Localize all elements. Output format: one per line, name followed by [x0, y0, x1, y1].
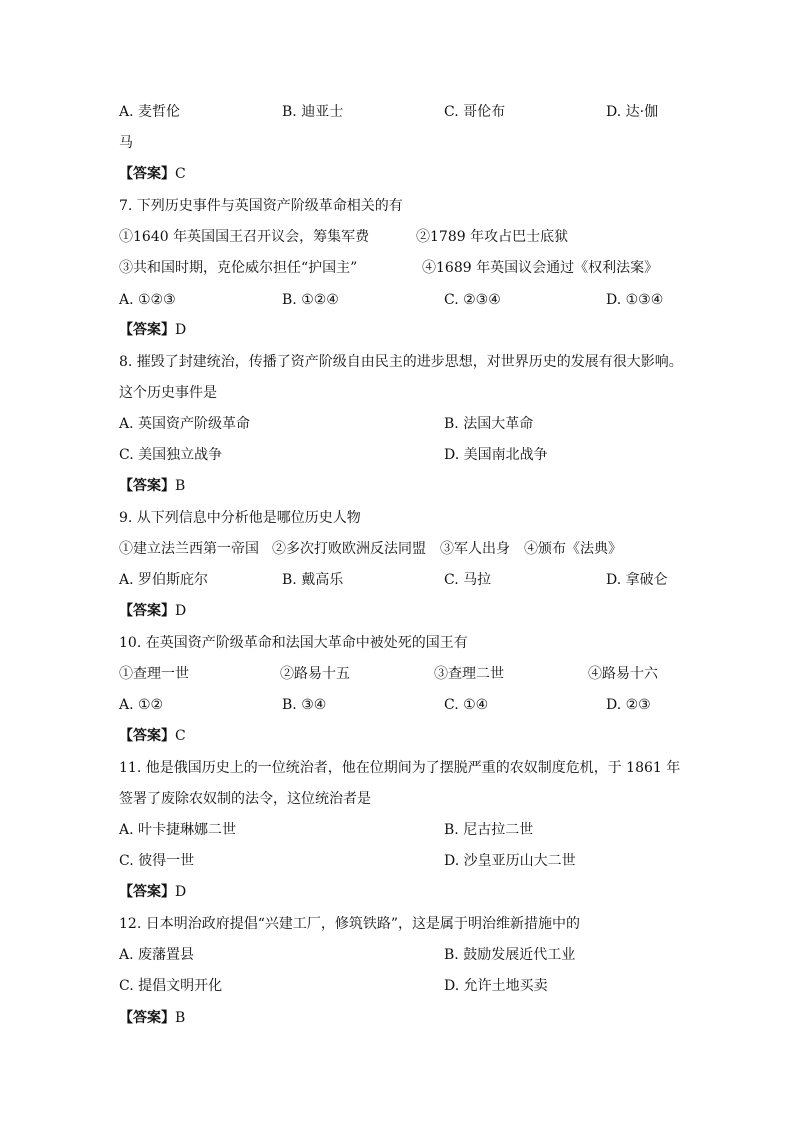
q7-item-3: ③共和国时期，克伦威尔担任“护国主” [119, 260, 358, 276]
q9-answer: 【答案】D [119, 603, 187, 619]
q7-stem: 7. 下列历史事件与英国资产阶级革命相关的有 [119, 198, 403, 214]
q11-option-b: B. 尼古拉二世 [444, 822, 534, 838]
q10-stem: 10. 在英国资产阶级革命和法国大革命中被处死的国王有 [119, 635, 468, 651]
q8-option-a: A. 英国资产阶级革命 [119, 416, 251, 432]
q9-item-3: ③军人出身 [440, 541, 510, 557]
q10-option-c: C. ①④ [444, 697, 489, 713]
q7-option-b: B. ①②④ [282, 292, 339, 308]
q7-answer-value: D [175, 322, 187, 338]
q6-answer-value: C [175, 166, 186, 182]
q12-option-a: A. 废藩置县 [119, 947, 195, 963]
q6-option-b: B. 迪亚士 [282, 104, 344, 120]
q7-item-1: ①1640 年英国国王召开议会，筹集军费 [119, 229, 370, 245]
q11-option-a: A. 叶卡捷琳娜二世 [119, 822, 237, 838]
q9-answer-value: D [175, 603, 187, 619]
q6-option-a: A. 麦哲伦 [119, 104, 181, 120]
answer-label: 答案 [133, 166, 161, 182]
q6-answer: 【答案】C [119, 166, 186, 182]
q9-item-2: ②多次打败欧洲反法同盟 [272, 541, 426, 557]
q6-option-d-wrap: 马 [119, 135, 133, 151]
q8-answer-value: B [175, 478, 186, 494]
q11-stem-line-2: 签署了废除农奴制的法令，这位统治者是 [119, 791, 371, 807]
q8-answer: 【答案】B [119, 478, 186, 494]
q10-answer: 【答案】C [119, 728, 186, 744]
q7-option-d: D. ①③④ [606, 292, 664, 308]
q10-answer-value: C [175, 728, 186, 744]
q10-item-1: ①查理一世 [119, 666, 189, 682]
q8-option-c: C. 美国独立战争 [119, 447, 223, 463]
q6-option-c: C. 哥伦布 [444, 104, 506, 120]
q9-item-1: ①建立法兰西第一帝国 [119, 541, 259, 557]
q8-option-d: D. 美国南北战争 [444, 447, 548, 463]
q12-option-b: B. 鼓励发展近代工业 [444, 947, 576, 963]
q10-option-a: A. ①② [119, 697, 164, 713]
q10-item-4: ④路易十六 [588, 666, 658, 682]
q11-stem-line-1: 11. 他是俄国历史上的一位统治者，他在位期间为了摆脱严重的农奴制度危机，于 1861 年 [119, 760, 681, 776]
q9-option-a: A. 罗伯斯庇尔 [119, 572, 209, 588]
q11-option-c: C. 彼得一世 [119, 853, 195, 869]
q9-option-d: D. 拿破仑 [606, 572, 668, 588]
q7-answer: 【答案】D [119, 322, 187, 338]
q6-option-d: D. 达·伽 [606, 104, 659, 120]
q7-option-c: C. ②③④ [444, 292, 501, 308]
q8-stem-line-1: 8. 摧毁了封建统治，传播了资产阶级自由民主的进步思想，对世界历史的发展有很大影响。 [119, 354, 683, 370]
q9-option-c: C. 马拉 [444, 572, 492, 588]
q11-option-d: D. 沙皇亚历山大二世 [444, 853, 576, 869]
q10-item-2: ②路易十五 [280, 666, 350, 682]
q8-option-b: B. 法国大革命 [444, 416, 534, 432]
q12-answer-value: B [175, 1010, 186, 1026]
q12-option-c: C. 提倡文明开化 [119, 978, 223, 994]
q10-option-b: B. ③④ [282, 697, 327, 713]
q11-answer: 【答案】D [119, 884, 187, 900]
q12-stem: 12. 日本明治政府提倡“兴建工厂，修筑铁路”，这是属于明治维新措施中的 [119, 916, 581, 932]
q9-item-4: ④颁布《法典》 [524, 541, 622, 557]
q7-item-2: ②1789 年攻占巴士底狱 [416, 229, 569, 245]
q7-option-a: A. ①②③ [119, 292, 176, 308]
q9-stem: 9. 从下列信息中分析他是哪位历史人物 [119, 510, 361, 526]
q7-item-4: ④1689 年英国议会通过《权利法案》 [422, 260, 659, 276]
q10-option-d: D. ②③ [606, 697, 651, 713]
q10-item-3: ③查理二世 [434, 666, 504, 682]
q12-option-d: D. 允许土地买卖 [444, 978, 548, 994]
q12-answer: 【答案】B [119, 1010, 186, 1026]
q11-answer-value: D [175, 884, 187, 900]
q8-stem-line-2: 这个历史事件是 [119, 385, 217, 401]
q9-option-b: B. 戴高乐 [282, 572, 344, 588]
